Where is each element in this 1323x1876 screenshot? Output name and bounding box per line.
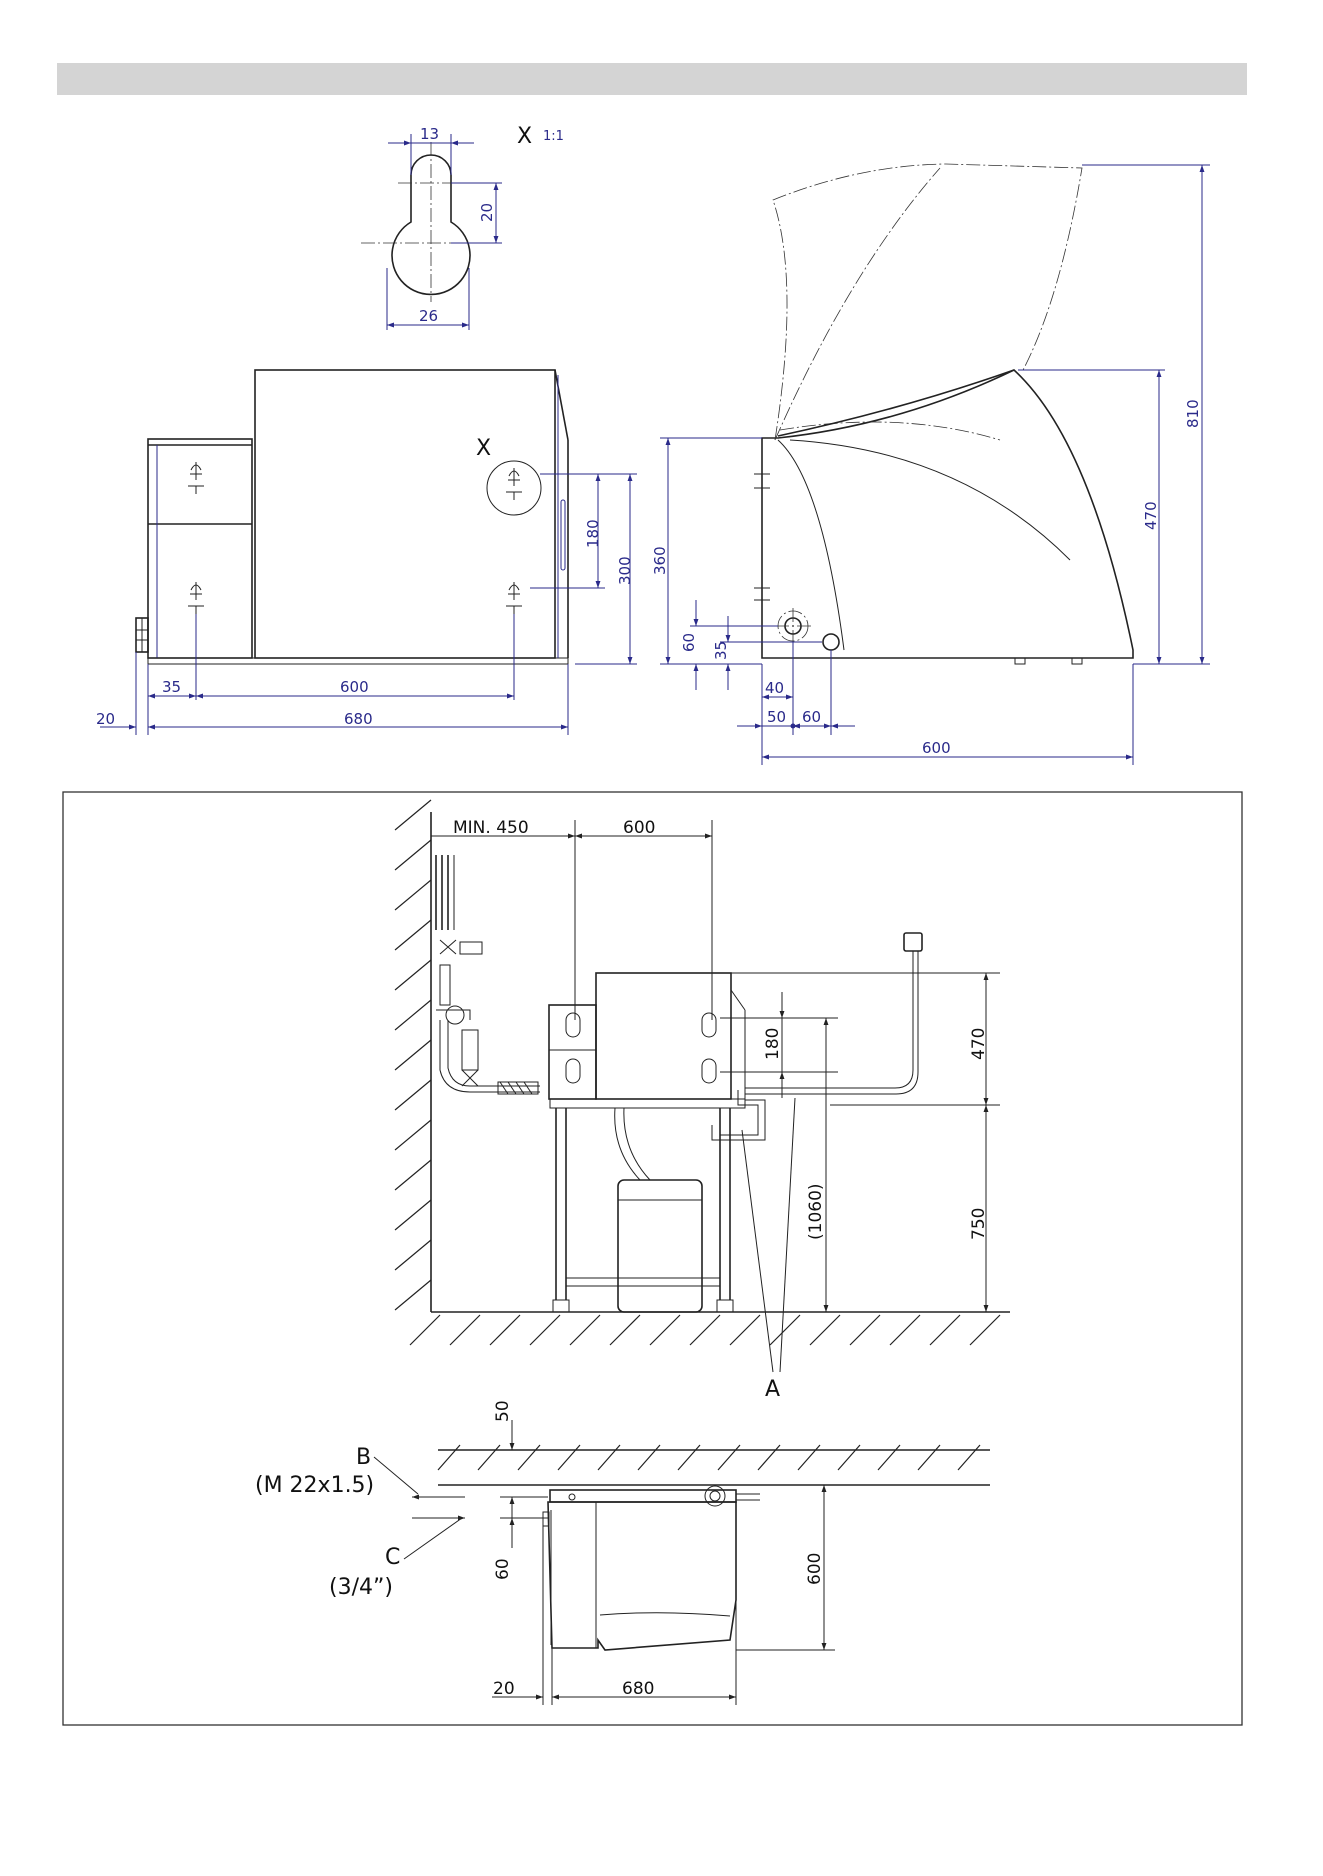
detail-scale: 1:1 [543,129,564,144]
dim-side-50: 50 [767,708,787,726]
dim-front-180: 180 [584,519,602,548]
dim-inst-min450: MIN. 450 [453,818,529,838]
spec-b: (M 22x1.5) [255,1473,375,1498]
dim-front-20: 20 [96,710,116,728]
plan-view [374,1420,990,1705]
dim-inst-1060: (1060) [806,1183,826,1240]
dim-front-600: 600 [340,678,369,696]
dim-side-60: 60 [680,632,698,652]
spec-c: (3/4”) [329,1575,393,1600]
dim-plan-50: 50 [493,1400,513,1422]
dim-plan-680: 680 [622,1679,655,1699]
dim-inst-180: 180 [763,1027,783,1060]
dim-inst-600: 600 [623,818,656,838]
dim-side-600: 600 [922,739,951,757]
dim-side-35: 35 [712,640,730,660]
dim-keyhole-13: 13 [420,125,440,143]
detail-x-keyhole [361,134,502,330]
dim-side-470: 470 [1142,501,1160,530]
dim-front-300: 300 [616,556,634,585]
dim-inst-470: 470 [969,1027,989,1060]
header-band [57,63,1247,95]
front-callout-x: X [476,436,492,461]
dim-side-40: 40 [765,679,785,697]
dim-inst-750: 750 [969,1207,989,1240]
dim-keyhole-26: 26 [419,307,439,325]
label-b: B [356,1445,372,1470]
detail-label: X [517,124,533,149]
dim-front-680: 680 [344,710,373,728]
dim-plan-20: 20 [493,1679,515,1699]
dim-side-810: 810 [1184,399,1202,428]
label-a: A [765,1377,781,1402]
label-c: C [385,1545,401,1570]
dim-side-60b: 60 [802,708,822,726]
dim-plan-60: 60 [493,1558,513,1580]
dim-side-360: 360 [651,546,669,575]
dim-plan-600: 600 [805,1552,825,1585]
dim-keyhole-20: 20 [478,202,496,222]
dim-front-35: 35 [162,678,182,696]
installation-frame [63,792,1242,1725]
installation-elevation [395,800,1010,1372]
side-view [660,164,1210,765]
